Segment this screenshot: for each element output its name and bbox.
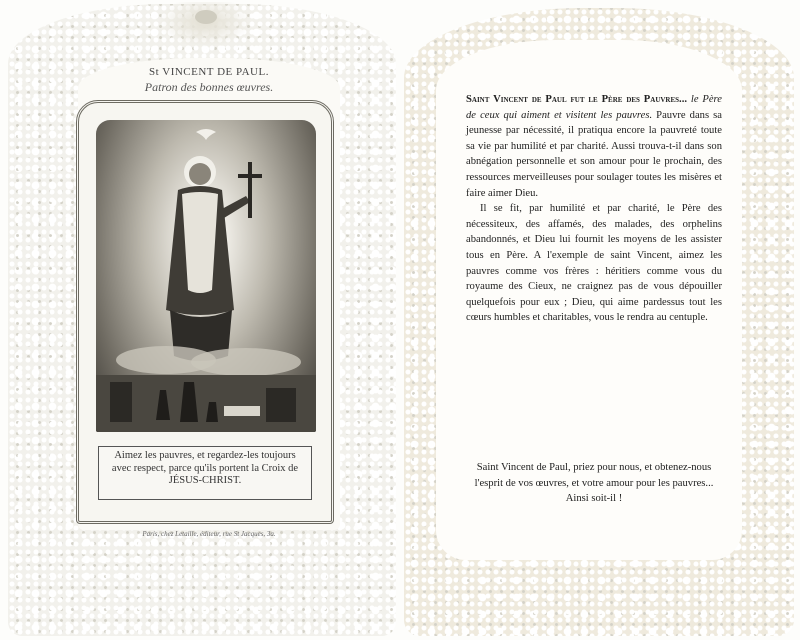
closing-prayer: Saint Vincent de Paul, priez pour nous, et obtenez-nous l'esprit de vos œuvres, et votre amour pour les pauvres... Ainsi soit-il !: [474, 462, 714, 505]
patron-subtitle: Patron des bonnes œuvres.: [144, 80, 274, 94]
paragraph-2: Il se fit, par humilité et par charité, le Père des nécessiteux, des affamés, des malades, des orphelins abandonnés, et Dieu lui fournit les moyens de les assister tous en Père. A l'exemple de saint Vincent, aimez les pauvres comme vos frères : héritiers comme vous du royaume des Cieux, ne craignez pas de vous dépouiller quelquefois pour eux ; Dieu, qui aime pardessus tout les cœurs humbles et charitables, vous le rendra au centuple.: [466, 203, 722, 324]
dove-icon: [196, 129, 216, 140]
dove-rays-ornament: [150, 2, 260, 52]
crucifix-icon: [248, 162, 252, 218]
paragraph-1: [466, 92, 722, 201]
saint-engraving-image: [96, 120, 316, 432]
paragraph-1-lead: Saint Vincent de Paul fut le Père des Pauvres...: [466, 94, 687, 105]
paragraph-1-quote: le Père de ceux qui aiment et visitent les pauvres.: [466, 94, 722, 121]
prayer-text-block: [466, 92, 722, 326]
publisher-line: Paris, chez Letaille, éditeur, rue St Jacques, 3a.: [142, 530, 276, 538]
engraving-caption: Aimez les pauvres, et regardez-les toujours avec respect, parce qu'ils portent la Croix de JÉSUS-CHRIST.: [111, 450, 299, 486]
paragraph-1-body: Pauvre dans sa jeunesse par nécessité, il pratiqua encore la pauvreté toute sa vie par humilité et par charité. Aussi trouva-t-il dans son abnégation personnelle et son amour pour le prochain, des ressources merveilleuses pour soulager toutes les misères et faire aimer Dieu.: [466, 109, 722, 199]
saint-name-heading: St VINCENT DE PAUL.: [149, 66, 269, 78]
